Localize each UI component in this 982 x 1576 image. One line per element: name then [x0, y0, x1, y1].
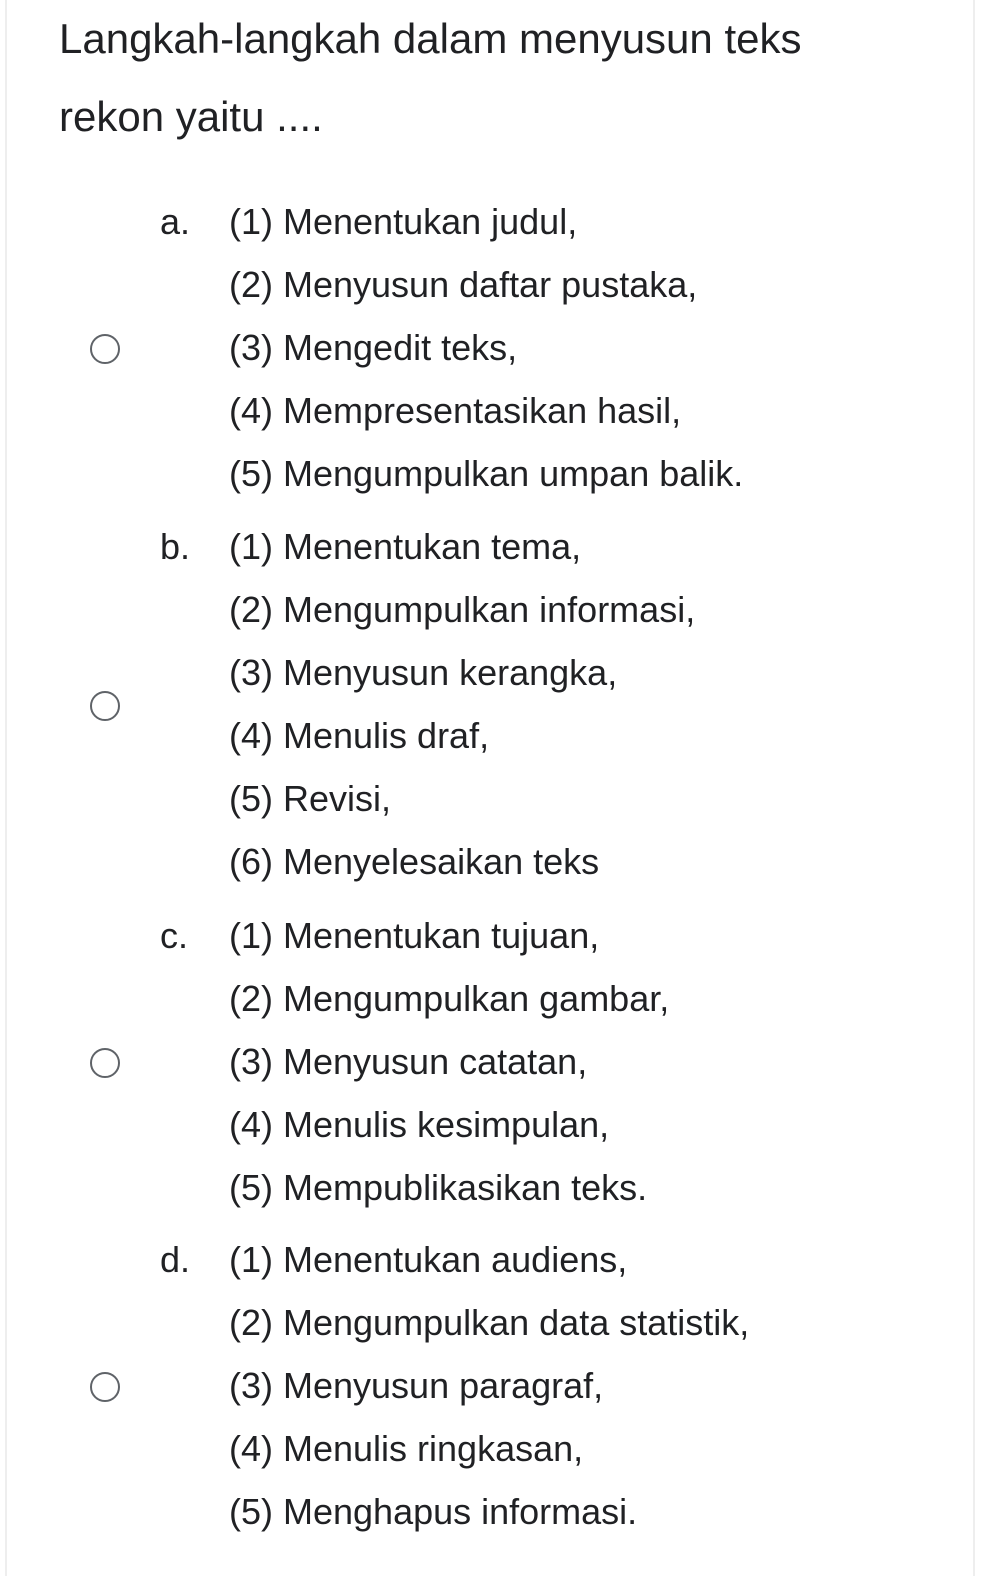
option-b-lines: [229, 515, 695, 893]
option-a-line-1: (1) Menentukan judul,: [229, 201, 578, 242]
option-c-lines: [229, 904, 669, 1219]
option-b-line-2: (2) Mengumpulkan informasi,: [229, 589, 696, 630]
option-b-radio[interactable]: [90, 691, 120, 721]
option-b-line-1: (1) Menentukan tema,: [229, 526, 582, 567]
option-b-letter: b.: [160, 526, 191, 567]
option-d-lines: [229, 1228, 749, 1543]
option-c-letter: c.: [160, 915, 189, 956]
option-a-line-4: (4) Mempresentasikan hasil,: [229, 390, 682, 431]
option-b-line-5: (5) Revisi,: [229, 778, 392, 819]
question-card: [5, 0, 975, 1576]
option-a-lines: [229, 190, 743, 505]
option-d-line-3: (3) Menyusun paragraf,: [229, 1365, 604, 1406]
option-c-line-5: (5) Mempublikasikan teks.: [229, 1167, 648, 1208]
option-a-letter: a.: [160, 201, 191, 242]
option-a-line-2: (2) Menyusun daftar pustaka,: [229, 264, 698, 305]
option-c-line-2: (2) Mengumpulkan gambar,: [229, 978, 670, 1019]
option-c-line-4: (4) Menulis kesimpulan,: [229, 1104, 610, 1145]
option-a-line-5: (5) Mengumpulkan umpan balik.: [229, 453, 744, 494]
question-line-2: rekon yaitu ....: [59, 93, 323, 140]
option-d-radio[interactable]: [90, 1372, 120, 1402]
option-d-line-4: (4) Menulis ringkasan,: [229, 1428, 584, 1469]
option-c-line-3: (3) Menyusun catatan,: [229, 1041, 588, 1082]
option-c-line-1: (1) Menentukan tujuan,: [229, 915, 600, 956]
question-line-1: Langkah-langkah dalam menyusun teks: [59, 15, 802, 62]
option-a-radio[interactable]: [90, 334, 120, 364]
option-a-line-3: (3) Mengedit teks,: [229, 327, 518, 368]
option-d-letter: d.: [160, 1239, 191, 1280]
option-d-line-5: (5) Menghapus informasi.: [229, 1491, 638, 1532]
option-c-radio[interactable]: [90, 1048, 120, 1078]
option-b-line-6: (6) Menyelesaikan teks: [229, 841, 600, 882]
option-d-line-2: (2) Mengumpulkan data statistik,: [229, 1302, 750, 1343]
question-text: [59, 0, 959, 156]
option-d-line-1: (1) Menentukan audiens,: [229, 1239, 628, 1280]
option-b-line-4: (4) Menulis draf,: [229, 715, 490, 756]
option-b-line-3: (3) Menyusun kerangka,: [229, 652, 618, 693]
